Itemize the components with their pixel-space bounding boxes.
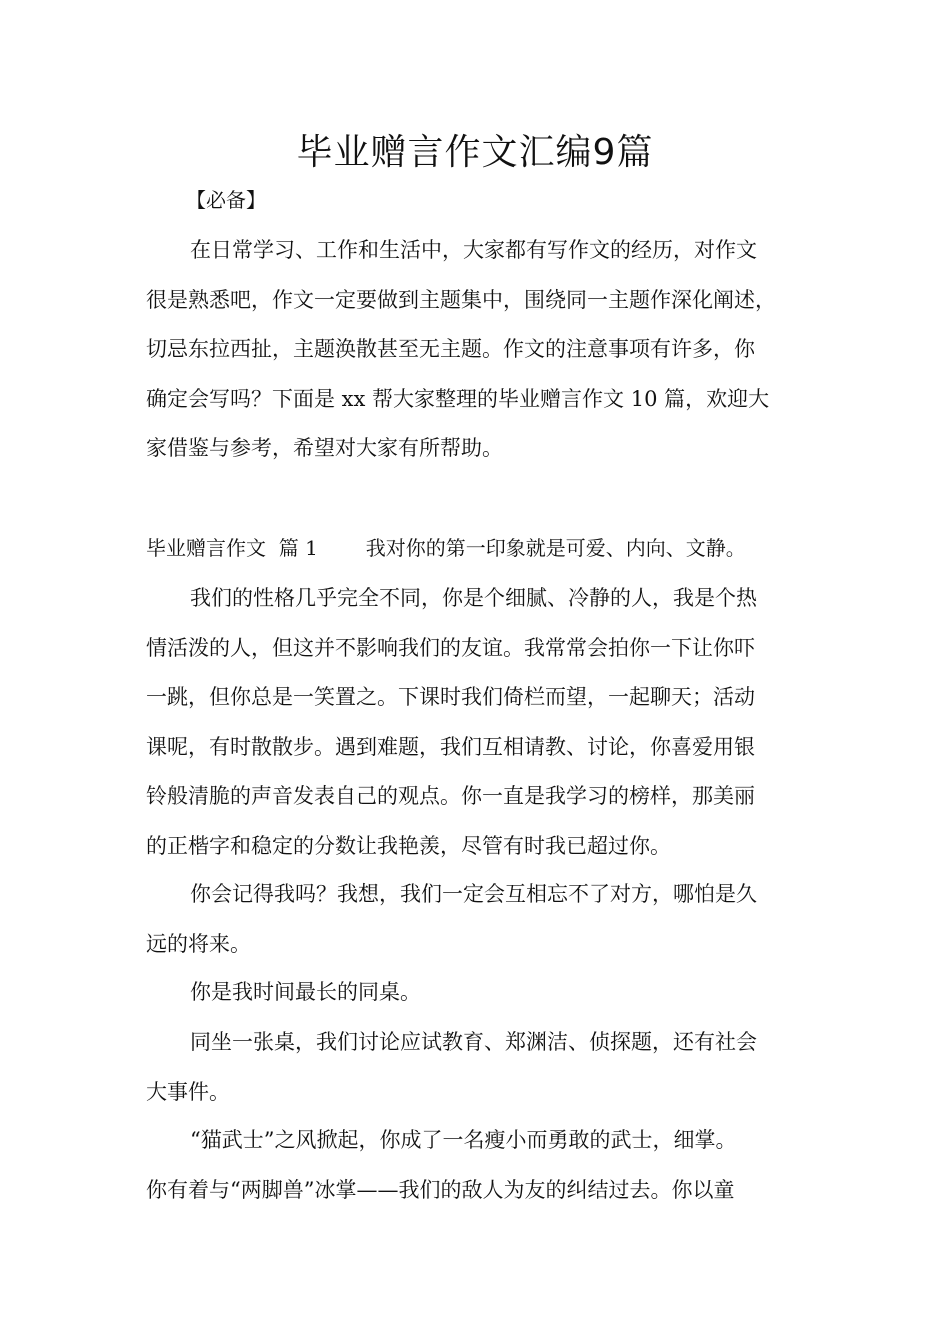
paragraph-line: 你有着与“两脚兽”冰掌——我们的敌人为友的纠结过去。你以童	[146, 1177, 735, 1202]
paragraph-line: 大事件。	[146, 1079, 230, 1104]
section-heading: 毕业赠言作文 篇 1	[146, 536, 318, 560]
document-title: 毕业赠言作文汇编9篇	[296, 132, 654, 173]
paragraph-line: 铃般清脆的声音发表自己的观点。你一直是我学习的榜样，那美丽	[146, 784, 755, 808]
intro-line: 很是熟悉吧，作文一定要做到主题集中，围绕同一主题作深化阐述，	[146, 287, 776, 312]
section-first-sentence: 我对你的第一印象就是可爱、内向、文静。	[365, 536, 746, 560]
paragraph-line: 情活泼的人，但这并不影响我们的友谊。我常常会拍你一下让你吓	[146, 635, 755, 660]
intro-line: 切忌东拉西扯，主题涣散甚至无主题。作文的注意事项有许多，你	[146, 337, 755, 361]
intro-line: 家借鉴与参考，希望对大家有所帮助。	[146, 436, 503, 460]
section-heading-line	[146, 526, 746, 570]
paragraph-line: 同坐一张桌，我们讨论应试教育、郑渊洁、侦探题，还有社会	[190, 1030, 757, 1054]
intro-paragraph	[146, 226, 826, 474]
paragraph-line: 远的将来。	[146, 931, 251, 956]
body-paragraph	[146, 870, 826, 969]
paragraph-line: 的正楷字和稳定的分数让我艳羡，尽管有时我已超过你。	[146, 833, 671, 858]
body-paragraph	[146, 1018, 826, 1117]
intro-line: 确定会写吗？下面是 xx 帮大家整理的毕业赠言作文 10 篇，欢迎大	[146, 386, 770, 411]
paragraph-line: 课呢，有时散散步。遇到难题，我们互相请教、讨论，你喜爱用银	[146, 734, 755, 759]
paragraph-line: 你是我时间最长的同桌。	[190, 980, 421, 1004]
paragraph-line: 一跳，但你总是一笑置之。下课时我们倚栏而望，一起聊天；活动	[146, 685, 755, 709]
body-paragraph	[146, 574, 826, 871]
paragraph-line: “猫武士”之风掀起，你成了一名瘦小而勇敢的武士，细掌。	[190, 1128, 737, 1152]
paragraph-line: 你会记得我吗？我想，我们一定会互相忘不了对方，哪怕是久	[190, 882, 757, 906]
body-paragraph	[146, 1116, 826, 1215]
intro-line: 在日常学习、工作和生活中，大家都有写作文的经历，对作文	[190, 238, 757, 262]
body-paragraph	[146, 968, 826, 1018]
document-tag: 【必备】	[186, 188, 266, 212]
paragraph-line: 我们的性格几乎完全不同，你是个细腻、冷静的人，我是个热	[190, 586, 757, 610]
